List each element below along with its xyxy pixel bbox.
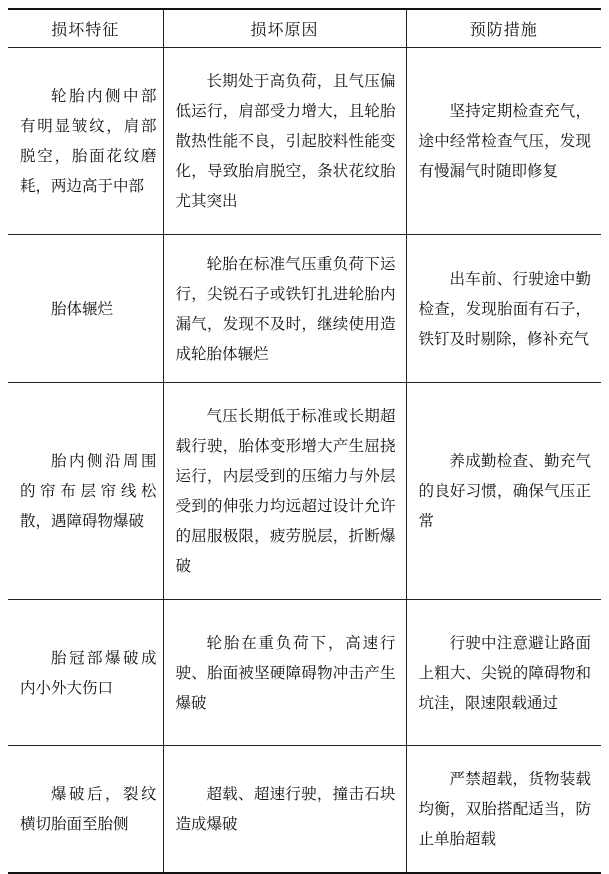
- damage-cause-text: 气压长期低于标准或长期超载行驶，胎体变形增大产生屈挠运行，内层受到的压缩力与外层受到的伸张力均远超过设计允许的屈服极限，疲劳脱层，折断爆破: [175, 407, 396, 575]
- damage-cause-text: 长期处于高负荷，且气压偏低运行，肩部受力增大，且轮胎散热性能不良，引起胶料性能变化，导致胎肩脱空，条状花纹胎尤其突出: [175, 72, 396, 210]
- damage-feature-text: 爆破后，裂纹横切胎面至胎侧: [20, 785, 157, 833]
- damage-feature-text: 胎冠部爆破成内小外大伤口: [20, 648, 157, 697]
- table-row: [8, 235, 601, 383]
- damage-cause-cell: [163, 235, 406, 383]
- damage-cause-cell: [163, 48, 406, 235]
- table-header: [8, 9, 601, 48]
- prevention-cell: [406, 48, 601, 235]
- table-row: [8, 746, 601, 874]
- prevention-text: 行驶中注意避让路面上粗大、尖锐的障碍物和坑洼，限速限载通过: [418, 633, 591, 712]
- header-row: [8, 9, 601, 48]
- table-body: [8, 48, 601, 874]
- prevention-text: 养成勤检查、勤充气的良好习惯，确保气压正常: [418, 452, 591, 530]
- damage-feature-text: 轮胎内侧中部有明显皱纹，肩部脱空，胎面花纹磨耗，两边高于中部: [20, 87, 157, 195]
- damage-feature-cell: [8, 600, 163, 746]
- damage-feature-text: 胎内侧沿周围的帘布层帘线松散，遇障碍物爆破: [20, 452, 157, 530]
- prevention-cell: [406, 383, 601, 600]
- header-damage-cause: 损坏原因: [163, 9, 406, 48]
- prevention-cell: [406, 600, 601, 746]
- table-row: [8, 48, 601, 235]
- header-prevention: 预防措施: [406, 9, 601, 48]
- damage-feature-cell: [8, 383, 163, 600]
- tire-damage-table-container: [8, 8, 601, 874]
- damage-cause-cell: [163, 746, 406, 874]
- header-damage-feature: 损坏特征: [8, 9, 163, 48]
- prevention-text: 出车前、行驶途中勤检查，发现胎面有石子，铁钉及时剔除，修补充气: [418, 269, 591, 348]
- damage-cause-text: 超载、超速行驶，撞击石块造成爆破: [175, 785, 396, 833]
- damage-feature-text: 胎体辗烂: [51, 299, 114, 318]
- damage-cause-cell: [163, 383, 406, 600]
- prevention-text: 严禁超载，货物装载均衡，双胎搭配适当，防止单胎超载: [418, 770, 591, 848]
- table-row: [8, 383, 601, 600]
- table-row: [8, 600, 601, 746]
- damage-cause-cell: [163, 600, 406, 746]
- prevention-cell: [406, 746, 601, 874]
- damage-cause-text: 轮胎在标准气压重负荷下运行，尖锐石子或铁钉扎进轮胎内漏气，发现不及时，继续使用造成轮胎体辗烂: [175, 254, 396, 363]
- damage-feature-cell: [8, 48, 163, 235]
- damage-cause-text: 轮胎在重负荷下，高速行驶、胎面被坚硬障碍物冲击产生爆破: [175, 633, 396, 712]
- tire-damage-table: [8, 8, 601, 874]
- damage-feature-cell: [8, 746, 163, 874]
- damage-feature-cell: [8, 235, 163, 383]
- prevention-text: 坚持定期检查充气，途中经常检查气压，发现有慢漏气时随即修复: [418, 102, 591, 180]
- prevention-cell: [406, 235, 601, 383]
